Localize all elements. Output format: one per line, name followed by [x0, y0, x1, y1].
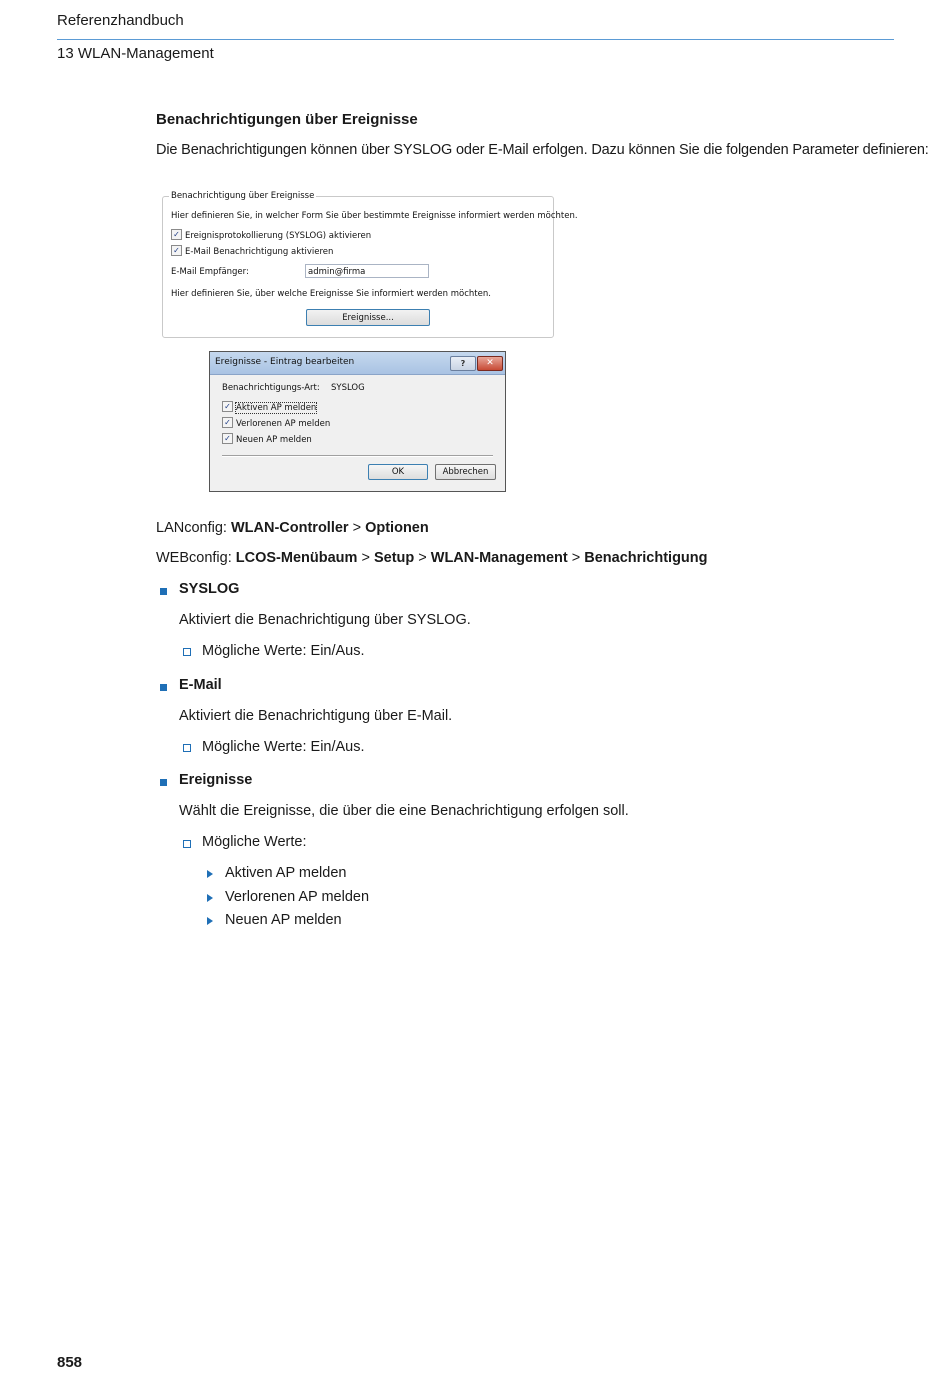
email-recipient-input[interactable]: admin@firma: [305, 264, 429, 278]
lanconfig-step: WLAN-Controller: [230, 520, 349, 536]
recipient-label: E-Mail Empfänger:: [171, 267, 249, 277]
close-icon[interactable]: ✕: [477, 356, 503, 371]
syslog-checkbox-label: Ereignisprotokollierung (SYSLOG) aktivieren: [185, 231, 372, 241]
param-title-syslog: SYSLOG: [179, 581, 240, 597]
dialog-separator: [222, 455, 493, 457]
lanconfig-path: [156, 520, 429, 536]
running-header-chapter: 13 WLAN-Management: [57, 45, 214, 62]
option-lost-ap-label: Verlorenen AP melden: [236, 419, 331, 429]
bullet-hollow-square-icon: [183, 648, 191, 656]
ok-button[interactable]: OK: [368, 464, 428, 480]
events-hint: Hier definieren Sie, über welche Ereignisse Sie informiert werden möchten.: [171, 289, 491, 299]
events-dialog-screenshot: [209, 351, 506, 492]
option-active-ap-checkbox[interactable]: ✓: [222, 401, 233, 412]
notification-settings-screenshot: [162, 191, 578, 338]
option-active-ap-row[interactable]: [222, 402, 316, 413]
lanconfig-step: Optionen: [365, 520, 429, 536]
param-desc-events: Wählt die Ereignisse, die über die eine Benachrichtigung erfolgen soll.: [179, 803, 629, 819]
event-option: Aktiven AP melden: [225, 865, 347, 881]
path-separator: >: [357, 550, 374, 566]
path-separator: >: [348, 520, 366, 536]
option-active-ap-label: Aktiven AP melden: [236, 403, 317, 413]
param-desc-email: Aktiviert die Benachrichtigung über E-Mail.: [179, 708, 453, 724]
option-new-ap-checkbox[interactable]: ✓: [222, 433, 233, 444]
notification-type-value: SYSLOG: [331, 383, 365, 393]
email-checkbox[interactable]: ✓: [171, 245, 182, 256]
section-intro: Die Benachrichtigungen können über SYSLOG oder E-Mail erfolgen. Dazu können Sie die folgenden Parameter definieren:: [156, 142, 929, 158]
bullet-triangle-icon: [207, 917, 213, 925]
cancel-button[interactable]: Abbrechen: [435, 464, 496, 480]
option-lost-ap-checkbox[interactable]: ✓: [222, 417, 233, 428]
param-values-syslog: Mögliche Werte: Ein/Aus.: [202, 643, 365, 659]
param-title-email: E-Mail: [179, 677, 222, 693]
path-separator: >: [567, 550, 585, 566]
bullet-hollow-square-icon: [183, 840, 191, 848]
group-legend: Benachrichtigung über Ereignisse: [171, 191, 315, 201]
page-number: 858: [57, 1354, 83, 1371]
events-button[interactable]: Ereignisse...: [306, 309, 430, 326]
path-separator: >: [414, 550, 431, 566]
running-header-title: Referenzhandbuch: [57, 12, 184, 29]
email-checkbox-label: E-Mail Benachrichtigung aktivieren: [185, 247, 334, 257]
bullet-hollow-square-icon: [183, 744, 191, 752]
webconfig-prefix: WEBconfig:: [156, 550, 236, 566]
notification-type-label: Benachrichtigungs-Art:: [222, 383, 320, 393]
webconfig-step: Benachrichtigung: [584, 550, 708, 566]
header-divider: [57, 39, 894, 40]
param-desc-syslog: Aktiviert die Benachrichtigung über SYSLOG.: [179, 612, 471, 628]
event-option: Neuen AP melden: [225, 912, 342, 928]
bullet-square-icon: [160, 779, 167, 786]
bullet-triangle-icon: [207, 894, 213, 902]
webconfig-step: WLAN-Management: [430, 550, 568, 566]
section-title: Benachrichtigungen über Ereignisse: [156, 111, 418, 128]
option-new-ap-row[interactable]: [222, 434, 312, 445]
dialog-title: Ereignisse - Eintrag bearbeiten: [215, 357, 355, 367]
form-hint: Hier definieren Sie, in welcher Form Sie über bestimmte Ereignisse informiert werden möchten.: [171, 211, 578, 221]
option-lost-ap-row[interactable]: [222, 418, 330, 429]
bullet-triangle-icon: [207, 870, 213, 878]
lanconfig-prefix: LANconfig:: [156, 520, 231, 536]
webconfig-step: LCOS-Menübaum: [235, 550, 358, 566]
dialog-body: [214, 375, 501, 487]
option-new-ap-label: Neuen AP melden: [236, 435, 312, 445]
bullet-square-icon: [160, 588, 167, 595]
webconfig-step: Setup: [373, 550, 415, 566]
help-icon[interactable]: ?: [450, 356, 476, 371]
param-values-events: Mögliche Werte:: [202, 834, 307, 850]
param-values-email: Mögliche Werte: Ein/Aus.: [202, 739, 365, 755]
bullet-square-icon: [160, 684, 167, 691]
webconfig-path: [156, 550, 708, 566]
param-title-events: Ereignisse: [179, 772, 253, 788]
email-checkbox-row[interactable]: [171, 246, 333, 257]
dialog-titlebar[interactable]: [210, 352, 505, 375]
syslog-checkbox-row[interactable]: [171, 230, 371, 241]
syslog-checkbox[interactable]: ✓: [171, 229, 182, 240]
event-option: Verlorenen AP melden: [225, 889, 370, 905]
